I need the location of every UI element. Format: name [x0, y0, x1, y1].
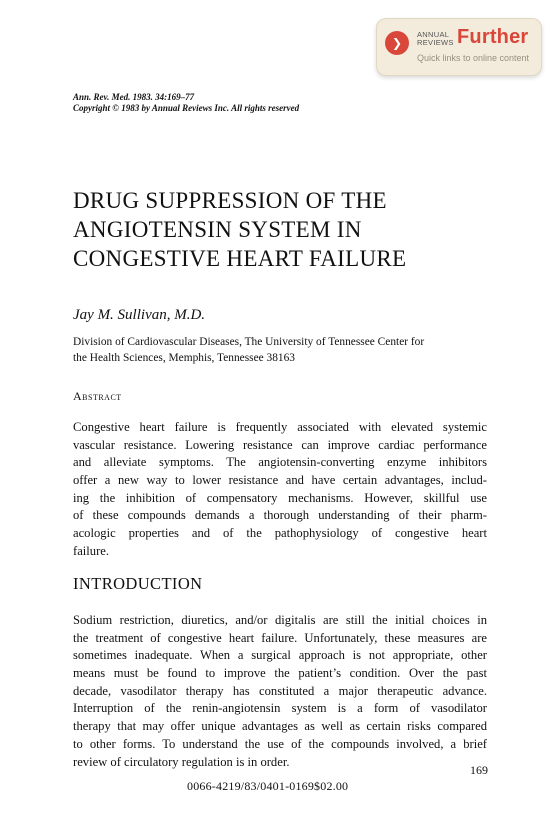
introduction-line: review of circulatory regulation is in order. [73, 754, 290, 769]
abstract-body [73, 419, 487, 561]
affiliation-line: Division of Cardiovascular Diseases, The University of Tennessee Center for [73, 336, 425, 348]
introduction-line: decade, vasodilator therapy has constituted a major therapeutic advance. [73, 683, 487, 698]
annual-reviews-logo-text [417, 31, 454, 47]
badge-further: Further [457, 26, 529, 48]
abstract-line: Congestive heart failure is frequently associated with elevated systemic [73, 420, 487, 434]
abstract-line: ing the inhibition of compensatory mechanisms. However, skillful use [73, 490, 487, 505]
annual-reviews-further-badge[interactable] [376, 18, 542, 76]
citation-line: Ann. Rev. Med. 1983. 34:169–77 [73, 92, 195, 102]
introduction-line: sometimes inadequate. When a surgical approach is not appropriate, other [73, 648, 487, 663]
article-code: 0066-4219/83/0401-0169$02.00 [187, 779, 349, 793]
abstract-line: and alleviate symptoms. The angiotensin-converting enzyme inhibitors [73, 455, 487, 470]
abstract-heading: Abstract [73, 389, 122, 403]
article-title [73, 186, 406, 273]
introduction-line: therapy that may offer unique advantages as well as certain risks compared [73, 719, 487, 734]
page-number: 169 [470, 763, 488, 777]
badge-annual: ANNUAL [417, 30, 450, 39]
badge-reviews: REVIEWS [417, 38, 454, 47]
introduction-line: means must be found to improve the patient’s condition. Over the past [73, 666, 487, 681]
affiliation-line: the Health Sciences, Memphis, Tennessee 38163 [73, 352, 296, 364]
introduction-heading: INTRODUCTION [73, 574, 203, 593]
badge-tagline: Quick links to online content [417, 53, 530, 63]
abstract-line: acologic properties and of the pathophysiology of congestive heart [73, 526, 487, 541]
copyright-line: Copyright © 1983 by Annual Reviews Inc. All rights reserved [73, 103, 300, 113]
author-affiliation [73, 334, 493, 366]
journal-citation [73, 92, 299, 114]
abstract-line: vascular resistance. Lowering resistance can improve cardiac performance [73, 437, 487, 452]
abstract-line: failure. [73, 543, 110, 558]
introduction-body [73, 612, 487, 771]
author-name: Jay M. Sullivan, M.D. [73, 307, 206, 323]
introduction-line: the treatment of congestive heart failure. Unfortunately, these measures are [73, 630, 487, 645]
open-link-icon: ❯ [385, 31, 409, 55]
title-line: DRUG SUPPRESSION OF THE [73, 188, 387, 213]
title-line: CONGESTIVE HEART FAILURE [73, 246, 407, 271]
introduction-line: Interruption of the renin-angiotensin system is a form of vasodilator [73, 701, 487, 716]
introduction-line: Sodium restriction, diuretics, and/or digitalis are still the initial choices in [73, 613, 487, 627]
abstract-line: offer a new way to lower resistance and have certain advantages, includ- [73, 473, 487, 488]
title-line: ANGIOTENSIN SYSTEM IN [73, 217, 362, 242]
introduction-line: to other forms. To understand the use of the compounds involved, a brief [73, 736, 487, 751]
abstract-line: of these compounds demands a thorough understanding of their pharm- [73, 508, 487, 523]
